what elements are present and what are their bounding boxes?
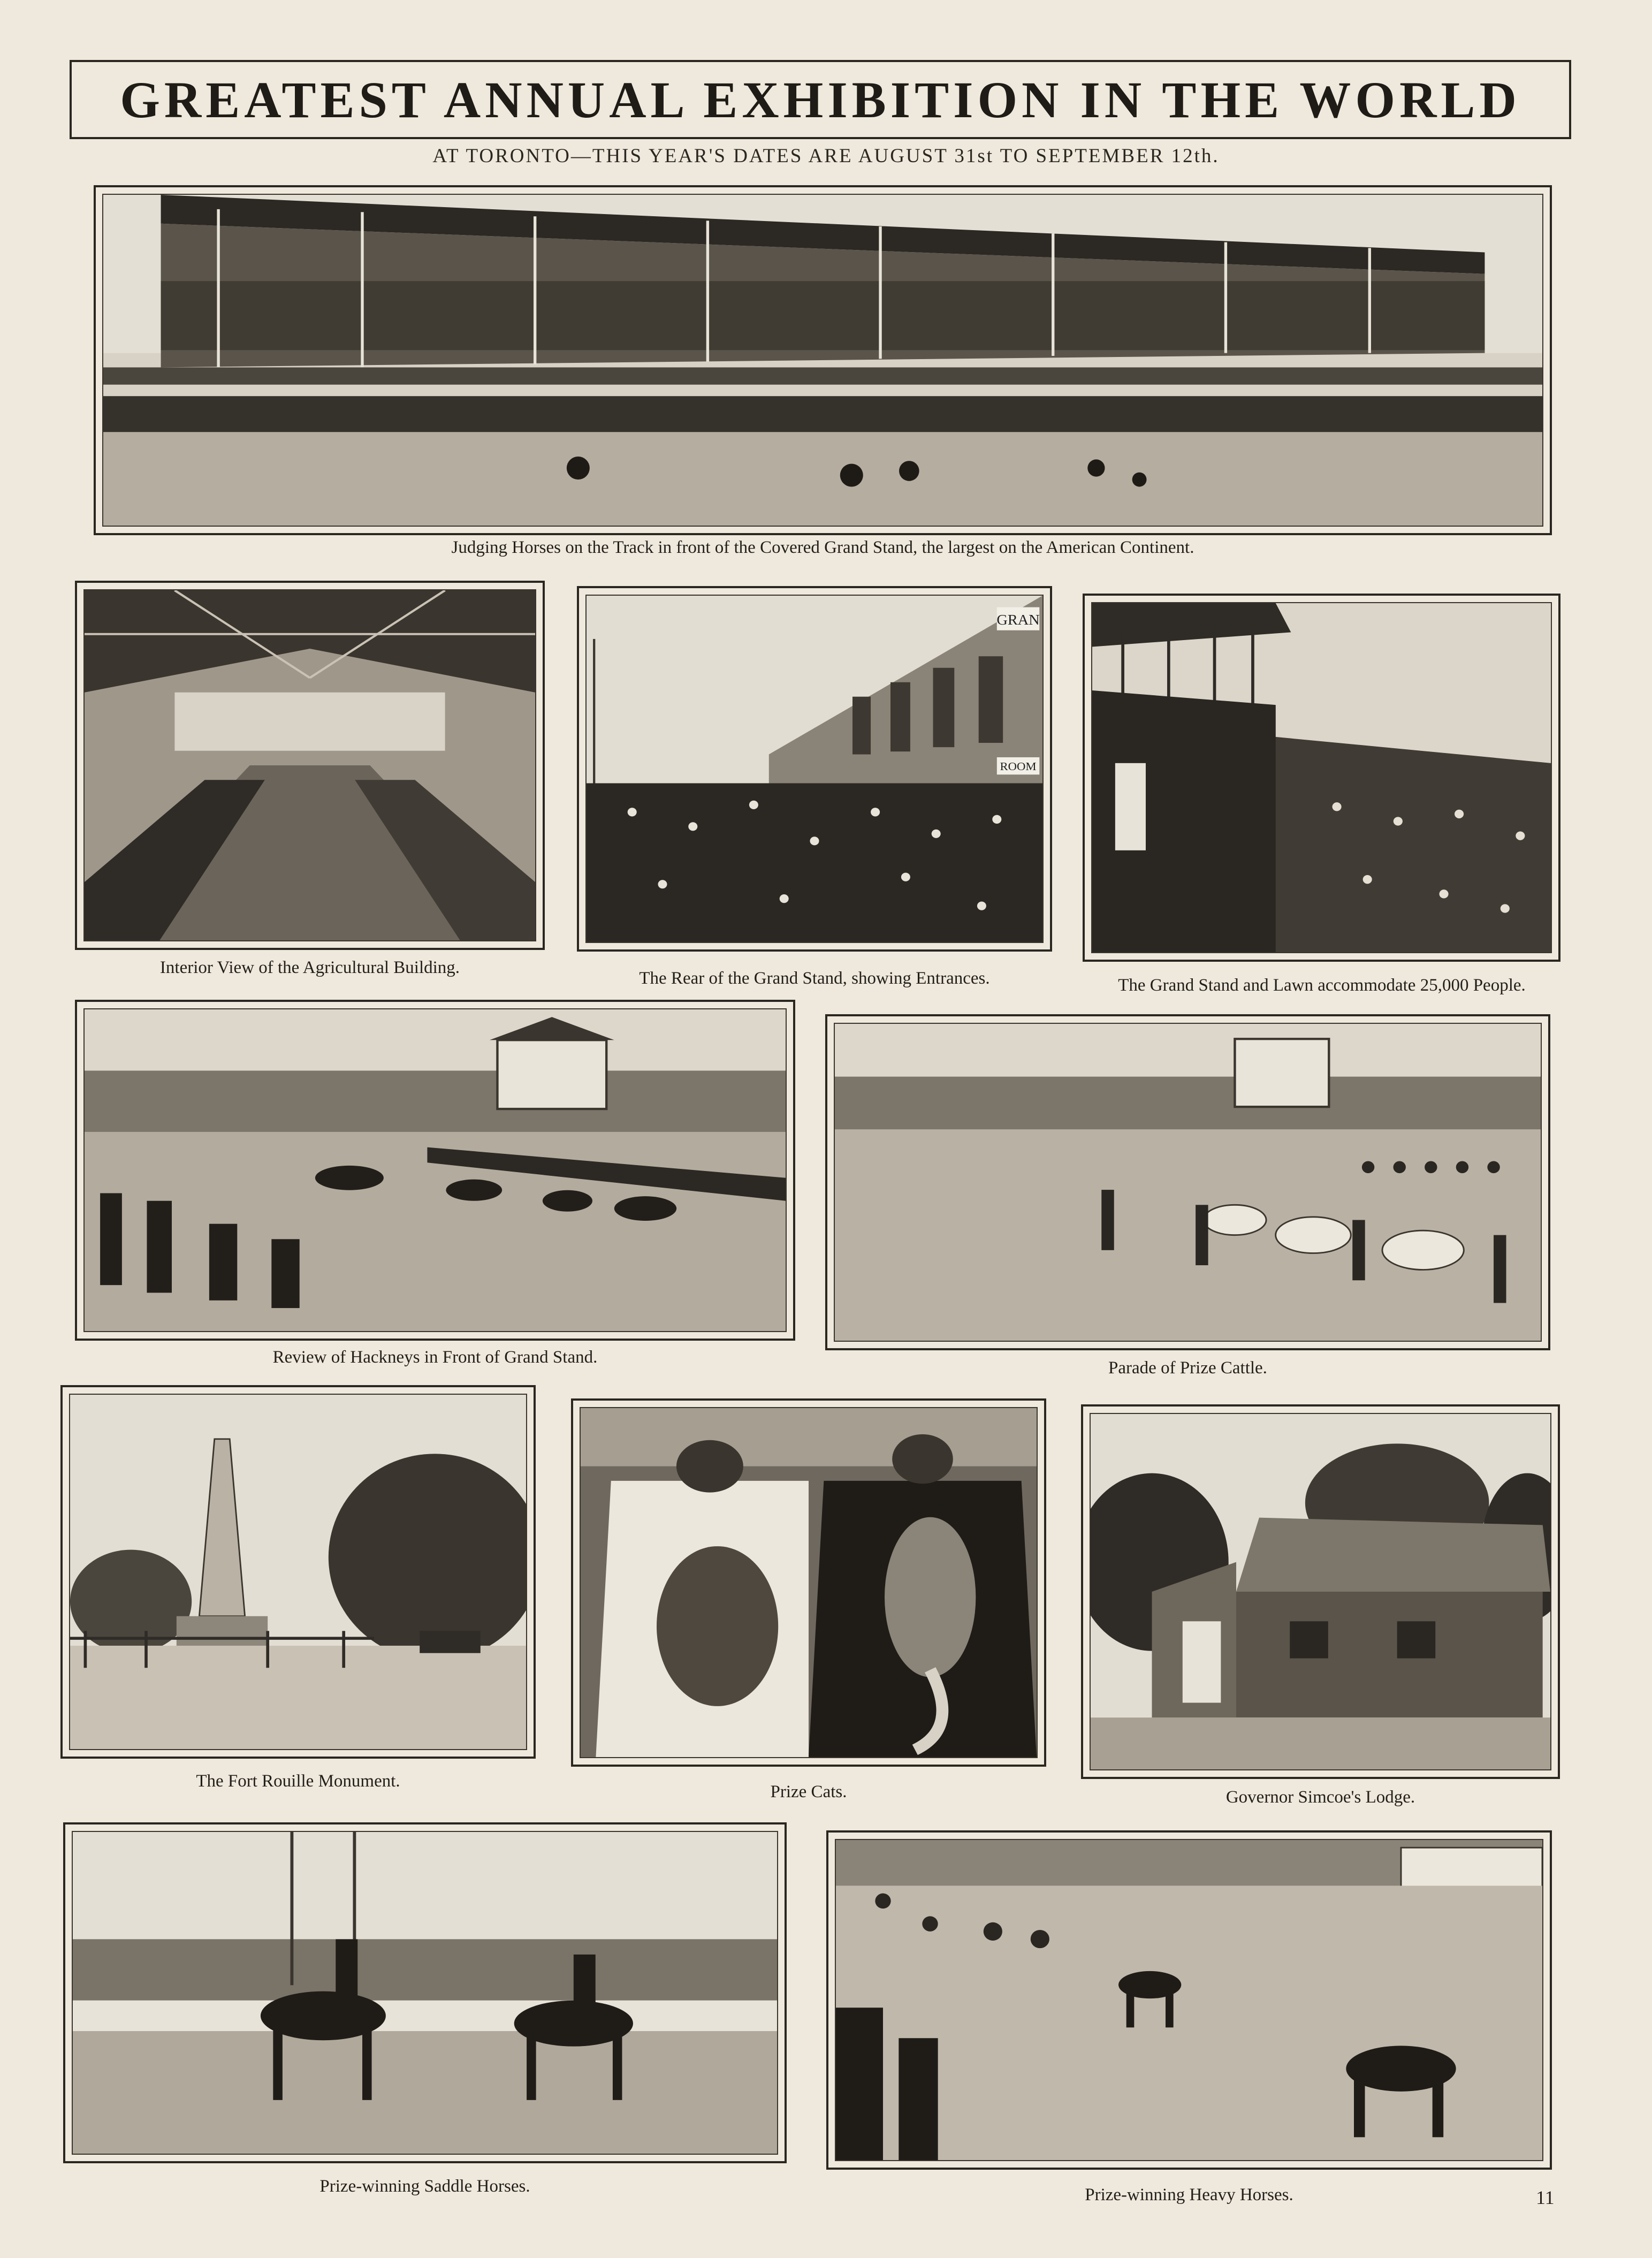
sign-gran: GRAN bbox=[996, 611, 1040, 628]
heavy-horses-image bbox=[835, 1839, 1543, 2161]
prize-cattle-image bbox=[834, 1023, 1542, 1342]
page-subtitle: AT TORONTO—THIS YEAR'S DATES ARE AUGUST 31st TO SEPTEMBER 12th. bbox=[432, 145, 1220, 167]
caption-prize-cattle: Parade of Prize Cattle. bbox=[1108, 1358, 1267, 1378]
photo-grand-stand-panorama bbox=[94, 185, 1552, 535]
photo-simcoe-lodge bbox=[1081, 1404, 1560, 1779]
simcoe-lodge-image bbox=[1090, 1413, 1551, 1770]
hackneys-image bbox=[83, 1008, 787, 1332]
grand-stand-rear-image bbox=[585, 595, 1044, 943]
caption-heavy-horses: Prize-winning Heavy Horses. bbox=[1085, 2185, 1293, 2204]
photo-saddle-horses bbox=[63, 1822, 787, 2163]
photo-heavy-horses bbox=[826, 1830, 1552, 2170]
photo-grand-stand-lawn bbox=[1083, 594, 1560, 962]
title-frame bbox=[70, 60, 1571, 139]
saddle-horses-image bbox=[72, 1831, 778, 2155]
photo-grand-stand-rear bbox=[577, 586, 1052, 952]
agricultural-building-image bbox=[83, 589, 536, 941]
photo-hackneys bbox=[75, 1000, 795, 1341]
photo-prize-cats bbox=[571, 1398, 1046, 1767]
caption-simcoe-lodge: Governor Simcoe's Lodge. bbox=[1225, 1788, 1415, 1807]
caption-hackneys: Review of Hackneys in Front of Grand Stand. bbox=[272, 1348, 598, 1367]
caption-saddle-horses: Prize-winning Saddle Horses. bbox=[319, 2177, 530, 2196]
caption-prize-cats: Prize Cats. bbox=[770, 1782, 847, 1801]
page-number: 11 bbox=[1536, 2187, 1555, 2208]
caption-fort-rouille: The Fort Rouille Monument. bbox=[196, 1772, 400, 1791]
photo-fort-rouille bbox=[60, 1385, 536, 1759]
fort-rouille-image bbox=[69, 1394, 527, 1750]
caption-agricultural-building: Interior View of the Agricultural Building. bbox=[159, 958, 460, 977]
photo-prize-cattle bbox=[825, 1014, 1550, 1350]
grand-stand-panorama-image bbox=[102, 194, 1543, 527]
grand-stand-lawn-image bbox=[1091, 602, 1552, 953]
sign-room: ROOM bbox=[1000, 759, 1037, 773]
caption-grand-stand-panorama: Judging Horses on the Track in front of the Covered Grand Stand, the largest on the American Continent. bbox=[451, 538, 1194, 557]
photo-agricultural-building bbox=[75, 581, 545, 950]
caption-grand-stand-lawn: The Grand Stand and Lawn accommodate 25,000 People. bbox=[1118, 976, 1526, 995]
page-title: GREATEST ANNUAL EXHIBITION IN THE WORLD bbox=[120, 71, 1521, 128]
caption-grand-stand-rear: The Rear of the Grand Stand, showing Entrances. bbox=[639, 969, 990, 988]
prize-cats-image bbox=[580, 1407, 1038, 1758]
